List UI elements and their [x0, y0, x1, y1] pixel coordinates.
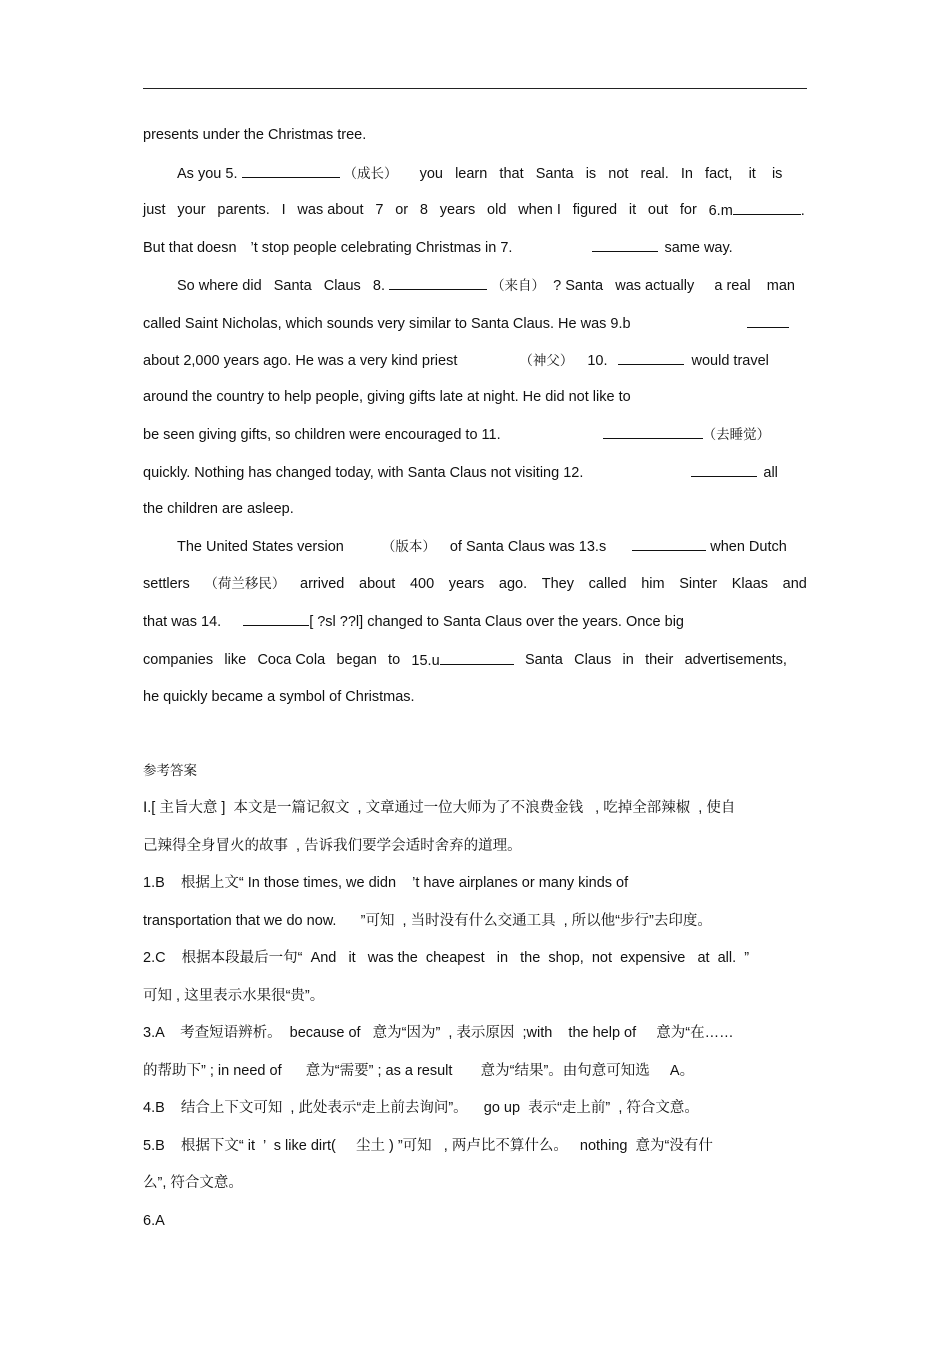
blank-9[interactable]: [747, 313, 789, 328]
answer-line-9: 4.B 结合上下文可知 , 此处表示“走上前去询问”。 go up 表示“走上前” , 符合文意。: [143, 1100, 699, 1116]
blank-7[interactable]: [592, 237, 658, 252]
passage-line-14: that was 14. [ ?sl ??l] changed to Santa Claus over the years. Once big: [143, 611, 811, 631]
answer-line-12: 6.A: [143, 1213, 165, 1229]
passage-line-13: settlers （荷兰移民） arrived about 400 years ago. They called him Sinter Klaas and: [143, 576, 807, 592]
passage-line-12: The United States version （版本） of Santa Claus was 13.s when Dutch: [177, 536, 811, 556]
passage-line-15: companies like Coca Cola began to 15.u Santa Claus in their advertisements,: [143, 652, 787, 669]
answer-line-7: 3.A 考查短语辨析。 because of 意为“因为” , 表示原因 ;with the help of 意为“在……: [143, 1025, 734, 1041]
passage-line-7: about 2,000 years ago. He was a very kind priest （神父） 10. would travel: [143, 350, 811, 370]
answer-line-1: Ⅰ.[ 主旨大意 ] 本文是一篇记叙文 , 文章通过一位大师为了不浪费金钱 , 吃掉全部辣椒 , 使自: [143, 800, 736, 816]
blank-15[interactable]: [440, 650, 514, 665]
passage-line-16: he quickly became a symbol of Christmas.: [143, 689, 415, 705]
passage-line-2: As you 5. （成长） you learn that Santa is not real. In fact, it is: [177, 163, 811, 183]
blank-12[interactable]: [691, 462, 757, 477]
passage-line-3: just your parents. I was about 7 or 8 years old when I figured it out for 6.m .: [143, 202, 805, 219]
blank-8[interactable]: [389, 275, 487, 290]
answer-line-3: 1.B 根据上文“ In those times, we didn ’t have airplanes or many kinds of: [143, 875, 629, 891]
answer-line-10: 5.B 根据下文“ it ’ s like dirt( 尘土 ) ”可知 , 两卢比不算什么。 nothing 意为“没有什: [143, 1138, 713, 1154]
header-rule: [143, 88, 807, 89]
blank-6[interactable]: [733, 200, 801, 215]
answer-line-6: 可知 , 这里表示水果很“贵”。: [143, 988, 325, 1004]
blank-14[interactable]: [243, 611, 309, 626]
passage-line-10: quickly. Nothing has changed today, with Santa Claus not visiting 12. all: [143, 462, 811, 482]
passage-line-8: around the country to help people, giving gifts late at night. He did not like to: [143, 389, 631, 405]
answer-line-11: 么”, 符合文意。: [143, 1175, 243, 1191]
passage-line-6: called Saint Nicholas, which sounds very similar to Santa Claus. He was 9.b: [143, 313, 811, 333]
passage-line-4: But that doesn ’t stop people celebrating Christmas in 7. same way.: [143, 237, 811, 257]
passage-line-5: So where did Santa Claus 8. （来自） ? Santa was actually a real man: [177, 275, 811, 295]
blank-5[interactable]: [242, 163, 340, 178]
passage-line-11: the children are asleep.: [143, 501, 294, 517]
blank-10[interactable]: [618, 350, 684, 365]
answer-line-5: 2.C 根据本段最后一句“ And it was the cheapest in the shop, not expensive at all. ”: [143, 950, 750, 966]
answer-line-2: 己辣得全身冒火的故事 , 告诉我们要学会适时舍弃的道理。: [143, 838, 522, 854]
passage-line-1: presents under the Christmas tree.: [143, 127, 367, 143]
answer-line-4: transportation that we do now. ”可知 , 当时没有什么交通工具 , 所以他“步行”去印度。: [143, 913, 712, 929]
blank-13[interactable]: [632, 536, 706, 551]
answers-heading: 参考答案: [143, 763, 197, 779]
blank-11[interactable]: [603, 424, 703, 439]
answer-line-8: 的帮助下” ; in need of 意为“需要” ; as a result 意为“结果”。由句意可知选 A。: [143, 1063, 695, 1079]
passage-line-9: be seen giving gifts, so children were encouraged to 11. （去睡觉）: [143, 424, 811, 444]
